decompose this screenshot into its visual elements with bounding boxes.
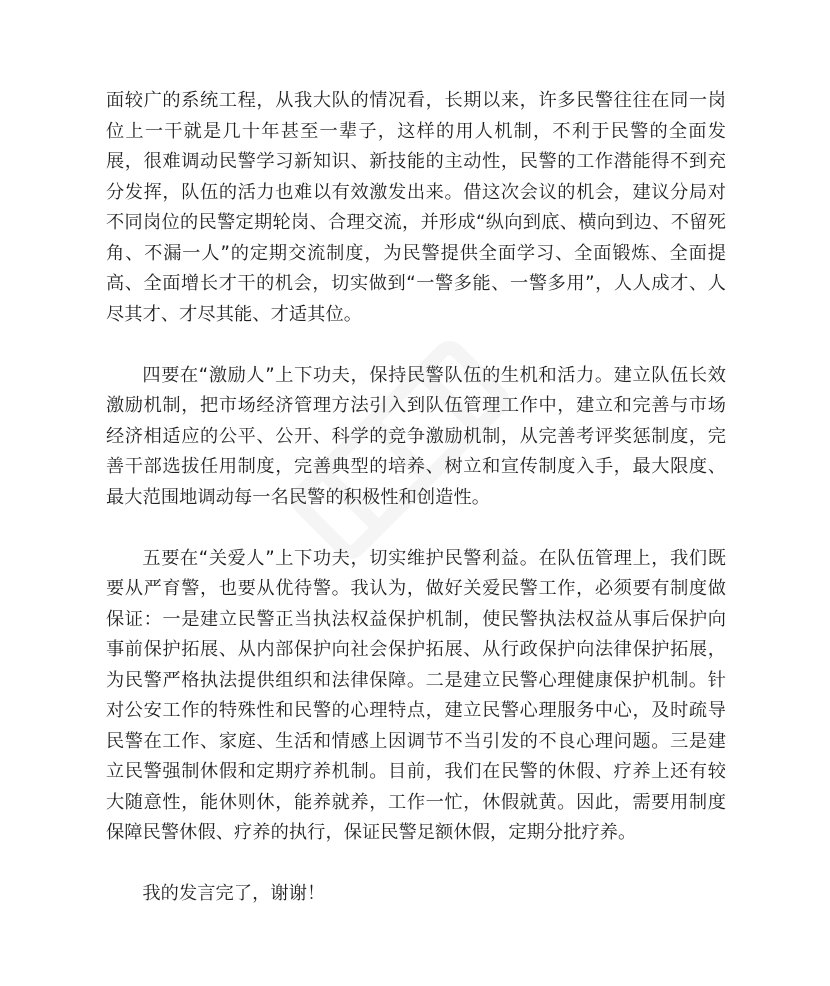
paragraph-closing: 我的发言完了，谢谢！ (142, 883, 326, 904)
document-body (106, 86, 726, 910)
paragraph-continuation: 面较广的系统工程，从我大队的情况看，长期以来，许多民警往往在同一岗位上一干就是几十年甚至一辈子，这样的用人机制，不利于民警的全面发展，很难调动民警学习新知识、新技能的主动性，民警的工作潜能得不到充分发挥，队伍的活力也难以有效激发出来。借这次会议的机会，建议分局对不同岗位的民警定期轮岗、合理交流，并形成“纵向到底、横向到边、不留死角、不漏一人”的定期交流制度，为民警提供全面学习、全面锻炼、全面提高、全面增长才干的机会，切实做到“一警多能、一警多用”，人人成才、人尽其才、才尽其能、才适其位。 (106, 90, 726, 325)
paragraph-care: 五要在“关爱人”上下功夫，切实维护民警利益。在队伍管理上，我们既要从严育警，也要从优待警。我认为，做好关爱民警工作，必须要有制度做保证：一是建立民警正当执法权益保护机制，使民警执法权益从事后保护向事前保护拓展、从内部保护向社会保护拓展、从行政保护向法律保护拓展，为民警严格执法提供组织和法律保障。二是建立民警心理健康保护机制。针对公安工作的特殊性和民警的心理特点，建立民警心理服务中心，及时疏导民警在工作、家庭、生活和情感上因调节不当引发的不良心理问题。三是建立民警强制休假和定期疗养机制。目前，我们在民警的休假、疗养上还有较大随意性，能休则休，能养就养，工作一忙，休假就黄。因此，需要用制度保障民警休假、疗养的执行，保证民警足额休假，定期分批疗养。 (106, 547, 726, 843)
paragraph-gap (106, 849, 726, 880)
paragraph-gap (106, 513, 726, 544)
paragraph-incentive: 四要在“激励人”上下功夫，保持民警队伍的生机和活力。建立队伍长效激励机制，把市场经济管理方法引入到队伍管理工作中，建立和完善与市场经济相适应的公平、公开、科学的竞争激励机制，从完善考评奖惩制度，完善干部选拔任用制度，完善典型的培养、树立和宣传制度入手，最大限度、最大范围地调动每一名民警的积极性和创造性。 (106, 364, 726, 508)
paragraph-gap (106, 330, 726, 361)
